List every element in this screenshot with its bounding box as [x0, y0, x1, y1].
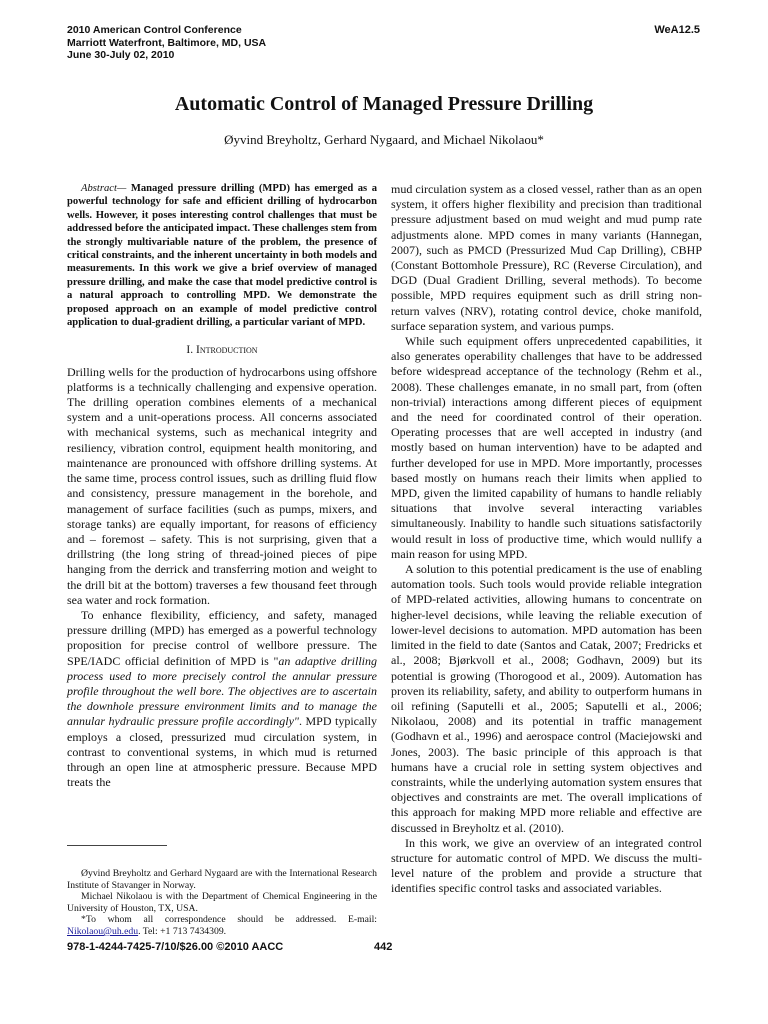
abstract-text: Managed pressure drilling (MPD) has emerged as a powerful technology for safe and efficient drilling of hydrocarbon wells. However, it poses interesting control challenges that must be addressed before the anticipated impact. These challenges stem from the strongly multivariable nature of the problem, the presence of critical constraints, and the inherent uncertainty in both models and measurements. In this work we give a brief overview of managed pressure drilling, and make the case that model predictive control is a natural approach to controlling MPD. We demonstrate the proposed approach on an example of model predictive control application to dual-gradient drilling, a particular variant of MPD.	[67, 183, 377, 329]
abstract-label: Abstract—	[81, 183, 127, 194]
conference-header	[67, 24, 266, 62]
right-paragraph-3: A solution to this potential predicament is the use of enabling automation tools. Such tools would provide reliable integration of MPD-related activities, allowing humans to concentrate on higher-level decisions, while leaving the reliable execution of lower-level decisions to automation. MPD automation has been limited in the field to date (Santos and Catak, 2007; Fredricks et al., 2008; Bjørkvoll et al., 2008; Godhavn, 2009) but its potential is growing (Thorogood et al., 2009). Automation has proven its reliability, safety, and ability to outperform humans in oil refining (Saputelli et al., 2005; Saputelli et al., 2006; Nikolaou, 2008) and its potential in traffic management (Godhavn et al., 1996) and aerospace control (Maciejowski and Jones, 2003). The basic principle of this approach is that humans have a crucial role in setting system objectives and constraints, while the underlying automation system ensures that objectives and constraints are met. The overall implications of this approach for making MPD more reliable and effective are discussed in Breyholtz et al. (2010).	[391, 562, 702, 835]
page-number: 442	[374, 941, 393, 953]
footnote-1: Øyvind Breyholtz and Gerhard Nygaard are with the International Research Institute of Stavanger in Norway.	[67, 868, 377, 891]
footnote-3-post: . Tel: +1 713 7434309.	[138, 925, 227, 937]
section-heading: I. Introduction	[186, 344, 258, 357]
footnote-2: Michael Nikolaou is with the Department of Chemical Engineering in the University of Houston, TX, USA.	[67, 891, 377, 914]
right-paragraph-4: In this work, we give an overview of an integrated control structure for automatic control of MPD. We discuss the multi-level nature of the problem and provide a structure that identifies specific control tasks and associated variables.	[391, 835, 702, 896]
right-paragraph-2: While such equipment offers unprecedented capabilities, it also generates operability challenges that have to be addressed before widespread acceptance of the technology (Rehm et al., 2008). These challenges emanate, in no small part, from (often non-trivial) interactions among different pieces of equipment and the need for coordinated control of their operation. Operating processes that are well accepted in industry (and mostly based on human intervention) have to be adapted and further developed for use in MPD. More importantly, processes based mostly on humans reach their limits when applied to MPD, given the limited capability of humans to handle reliably situations that involve several interacting variables simultaneously. Inability to handle such situations satisfactorily would result in loss of productive time, which would nullify a main reason for using MPD.	[391, 334, 702, 561]
left-column	[67, 182, 377, 790]
intro-paragraph-1: Drilling wells for the production of hydrocarbons using offshore platforms is a technically challenging and expensive operation. The drilling operation combines elements of a mechanical system and a unit-operations process. All concerns associated with mechanical systems, such as mechanical integrity and resiliency, vibration control, equipment health monitoring, and maintenance are pronounced with offshore drilling systems. At the same time, process control issues, such as drilling fluid flow and consistency, pressure management in the borehole, and management of surface facilities (such as pumps, mixers, and storage tanks) are equally important, for reasons of efficiency and – foremost – safety. This is not surprising, given that a drillstring (the long string of thread-joined pieces of pipe hanging from the derrick and transferring motion and weight to the drill bit at the bottom) traverses a few thousand feet through sea water and rock formation.	[67, 364, 377, 607]
conference-name: 2010 American Control Conference	[67, 24, 242, 36]
email-link[interactable]: Nikolaou@uh.edu	[67, 925, 139, 937]
mpd-definition-quote: an adaptive drilling process used to more precisely control the annular pressure profile throughout the well bore. The objectives are to ascertain the downhole pressure environment limits and to manage the annular hydraulic pressure profile accordingly"	[67, 653, 378, 729]
conference-venue: Marriott Waterfront, Baltimore, MD, USA	[67, 36, 267, 49]
paper-authors: Øyvind Breyholtz, Gerhard Nygaard, and Michael Nikolaou*	[224, 132, 544, 147]
footnote-3	[67, 914, 377, 937]
intro-p2-pre: To enhance flexibility, efficiency, and safety, managed pressure drilling (MPD) has emerged as a powerful technology proposition for precise control of wellbore pressure. The SPE/IADC official definition of MPD is "	[67, 607, 377, 668]
isbn-footer: 978-1-4244-7425-7/10/$26.00 ©2010 AACC	[67, 941, 284, 953]
right-paragraph-1: mud circulation system as a closed vessel, rather than as an open system, it offers higher flexibility and precision than traditional pressure adjustment based on mud weight and mud pump rate adjustments alone. MPD comes in many variants (Hannegan, 2007), such as PMCD (Pressurized Mud Cap Drilling), CBHP (Constant Bottomhole Pressure), RC (Reverse Circulation), and DGD (Dual Gradient Drilling, several methods). To become possible, MPD requires equipment such as drill string non-return valves (NRV), rotating control device, choke manifold, surface separation system, and various pumps.	[391, 182, 702, 333]
footnote-divider	[67, 845, 167, 846]
footnotes	[67, 868, 377, 938]
conference-dates: June 30-July 02, 2010	[67, 49, 175, 61]
intro-paragraph-2	[67, 608, 377, 790]
abstract	[67, 182, 377, 329]
session-code: WeA12.5	[654, 24, 700, 36]
paper-title: Automatic Control of Managed Pressure Drilling	[174, 93, 594, 115]
right-column	[391, 182, 702, 897]
intro-p2-post: . MPD typically employs a closed, pressurized mud circulation system, in contrast to conventional systems, in which mud is returned through an open line at atmospheric pressure. Because MPD treats the	[67, 714, 377, 790]
footnote-3-pre: *To whom all correspondence should be addressed. E-mail:	[81, 914, 377, 926]
